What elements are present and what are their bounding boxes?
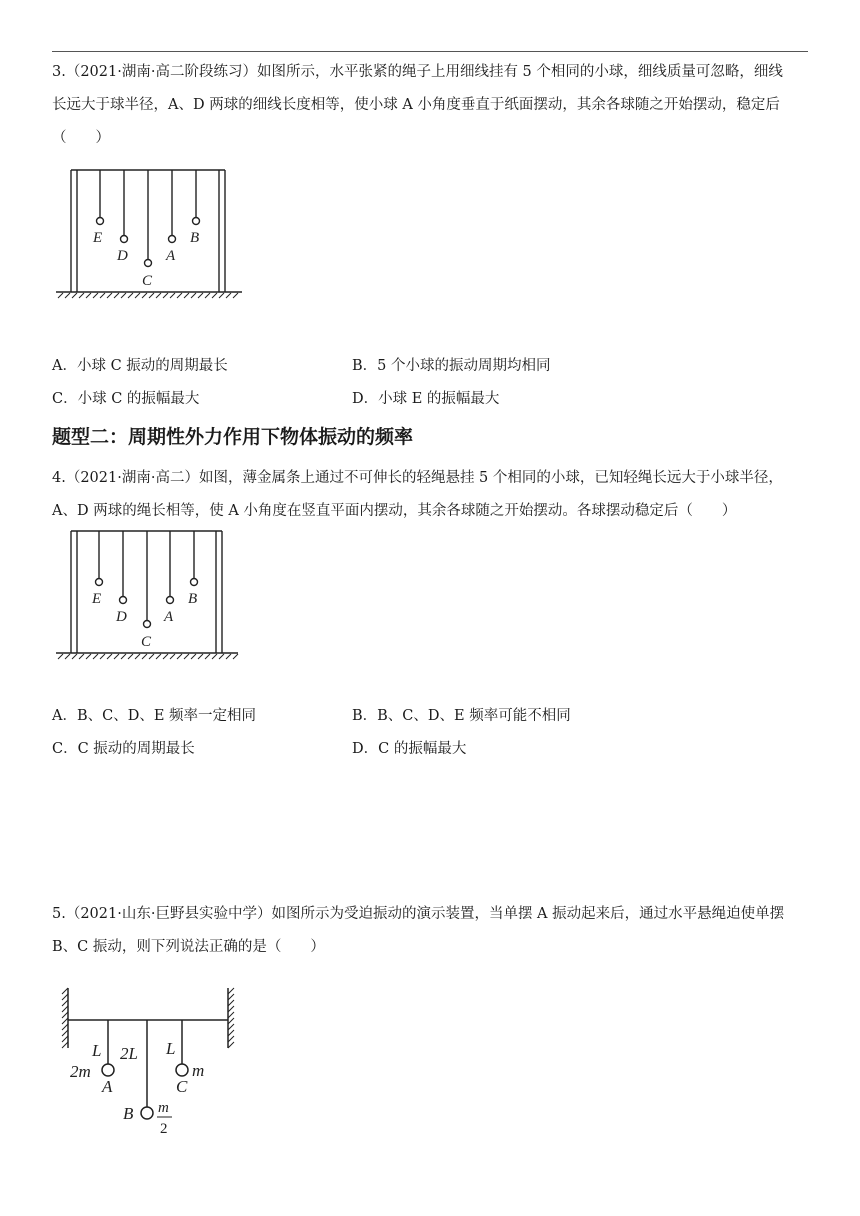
question-5-stem xyxy=(52,898,812,964)
q5-mass-b-denominator: 2 xyxy=(160,1121,168,1137)
q5-mass-c: m xyxy=(192,1061,205,1080)
q4-option-b[interactable]: B．B、C、D、E 频率可能不相同 xyxy=(352,708,571,724)
q4-label-a: A xyxy=(164,609,174,625)
question-3-line-3: （ ） xyxy=(52,130,110,146)
q5-label-a: A xyxy=(102,1077,113,1096)
q4-label-d: D xyxy=(116,609,127,625)
q3-option-b[interactable]: B．5 个小球的振动周期均相同 xyxy=(352,358,551,374)
q3-label-d: D xyxy=(117,248,128,264)
q4-label-c: C xyxy=(141,634,152,650)
q5-length-b: 2L xyxy=(120,1044,138,1063)
question-5-forced-vibration-figure xyxy=(62,984,262,1144)
q3-option-a[interactable]: A．小球 C 振动的周期最长 xyxy=(52,358,228,374)
top-divider xyxy=(52,51,808,52)
q5-length-a: L xyxy=(92,1041,102,1060)
q5-label-c: C xyxy=(176,1077,188,1096)
question-4-line-2: A、D 两球的绳长相等，使 A 小角度在竖直平面内摆动，其余各球随之开始摆动。各球摆动稳定后（ ） xyxy=(52,503,737,519)
q4-label-e: E xyxy=(92,591,102,607)
question-4-pendulum-figure xyxy=(56,525,256,665)
q3-option-d[interactable]: D．小球 E 的振幅最大 xyxy=(352,391,500,407)
question-3-line-1: 3.（2021·湖南·高二阶段练习）如图所示，水平张紧的绳子上用细线挂有 5 个相同的小球，细线质量可忽略，细线 xyxy=(52,64,783,80)
q3-label-a: A xyxy=(166,248,176,264)
q3-label-e: E xyxy=(93,230,103,246)
q4-option-a[interactable]: A．B、C、D、E 频率一定相同 xyxy=(52,708,257,724)
question-5-line-2: B、C 振动，则下列说法正确的是（ ） xyxy=(52,939,325,955)
q3-label-b: B xyxy=(190,230,200,246)
q4-option-d[interactable]: D．C 的振幅最大 xyxy=(352,741,467,757)
question-4-stem xyxy=(52,462,812,528)
question-3-stem xyxy=(52,56,812,155)
q3-label-c: C xyxy=(142,273,153,289)
q5-length-c: L xyxy=(166,1039,176,1058)
q5-mass-b-numerator: m xyxy=(158,1100,169,1116)
q4-label-b: B xyxy=(188,591,198,607)
q4-option-c[interactable]: C．C 振动的周期最长 xyxy=(52,741,195,757)
question-5-line-1: 5.（2021·山东·巨野县实验中学）如图所示为受迫振动的演示装置，当单摆 A 振动起来后，通过水平悬绳迫使单摆 xyxy=(52,906,785,922)
q5-mass-a: 2m xyxy=(70,1062,91,1081)
q3-option-c[interactable]: C．小球 C 的振幅最大 xyxy=(52,391,200,407)
question-3-pendulum-figure xyxy=(56,164,256,304)
section-heading: 题型二：周期性外力作用下物体振动的频率 xyxy=(52,426,414,448)
question-3-line-2: 长远大于球半径，A、D 两球的细线长度相等，使小球 A 小角度垂直于纸面摆动，其余各球随之开始摆动，稳定后 xyxy=(52,97,780,113)
question-4-line-1: 4.（2021·湖南·高二）如图，薄金属条上通过不可伸长的轻绳悬挂 5 个相同的小球，已知轻绳长远大于小球半径， xyxy=(52,470,783,486)
q5-label-b: B xyxy=(123,1104,134,1123)
